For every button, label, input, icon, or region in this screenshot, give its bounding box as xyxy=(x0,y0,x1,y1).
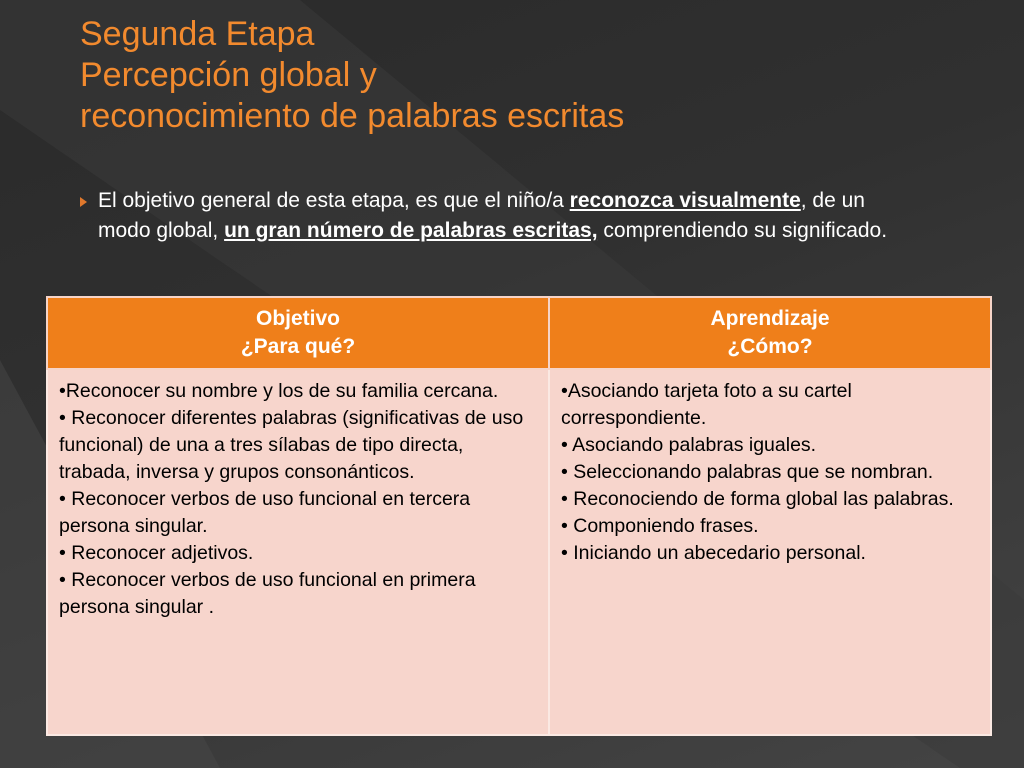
aprendizaje-item: • Reconociendo de forma global las palabras. xyxy=(561,488,954,510)
table-header-row xyxy=(47,297,991,369)
objetivo-item: • Reconocer diferentes palabras (significativas de uso funcional) de una a tres sílabas de tipo directa, trabada, inversa y grupos consonánticos. xyxy=(59,407,524,483)
aprendizaje-item: • Asociando palabras iguales. xyxy=(561,434,817,456)
objetivo-item: • Reconocer verbos de uso funcional en primera persona singular . xyxy=(59,569,476,618)
header-aprendizaje-line2: ¿Cómo? xyxy=(727,335,813,358)
intro-text-2: , de un modo global, xyxy=(98,189,865,242)
objetivo-item: • Reconocer adjetivos. xyxy=(59,542,254,564)
intro-text-1: El objetivo general de esta etapa, es que el niño/a xyxy=(98,189,570,212)
slide-title xyxy=(80,14,980,137)
header-objetivo-line1: Objetivo xyxy=(255,307,340,330)
aprendizaje-item: • Iniciando un abecedario personal. xyxy=(561,542,866,564)
header-aprendizaje xyxy=(549,297,991,369)
title-line-1: Segunda Etapa xyxy=(80,15,315,53)
aprendizaje-item: • Componiendo frases. xyxy=(561,515,759,537)
bullet-arrow-icon xyxy=(80,197,87,207)
table-row xyxy=(47,369,991,735)
intro-text-3: comprendiendo su significado. xyxy=(597,219,888,242)
title-line-3: reconocimiento de palabras escritas xyxy=(80,97,625,135)
objetivo-item: • Reconocer verbos de uso funcional en tercera persona singular. xyxy=(59,488,471,537)
aprendizaje-cell xyxy=(549,369,991,735)
intro-emphasis-1: reconozca visualmente xyxy=(569,189,801,212)
objetivo-item: •Reconocer su nombre y los de su familia cercana. xyxy=(59,380,499,402)
intro-paragraph xyxy=(98,186,888,246)
header-objetivo-line2: ¿Para qué? xyxy=(240,335,356,358)
header-objetivo xyxy=(47,297,549,369)
intro-emphasis-2: un gran número de palabras escritas, xyxy=(224,219,598,242)
aprendizaje-item: •Asociando tarjeta foto a su cartel correspondiente. xyxy=(561,380,852,429)
title-line-2: Percepción global y xyxy=(80,56,377,94)
aprendizaje-item: • Seleccionando palabras que se nombran. xyxy=(561,461,934,483)
header-aprendizaje-line1: Aprendizaje xyxy=(710,307,830,330)
stage-table xyxy=(46,296,992,736)
objetivo-cell xyxy=(47,369,549,735)
